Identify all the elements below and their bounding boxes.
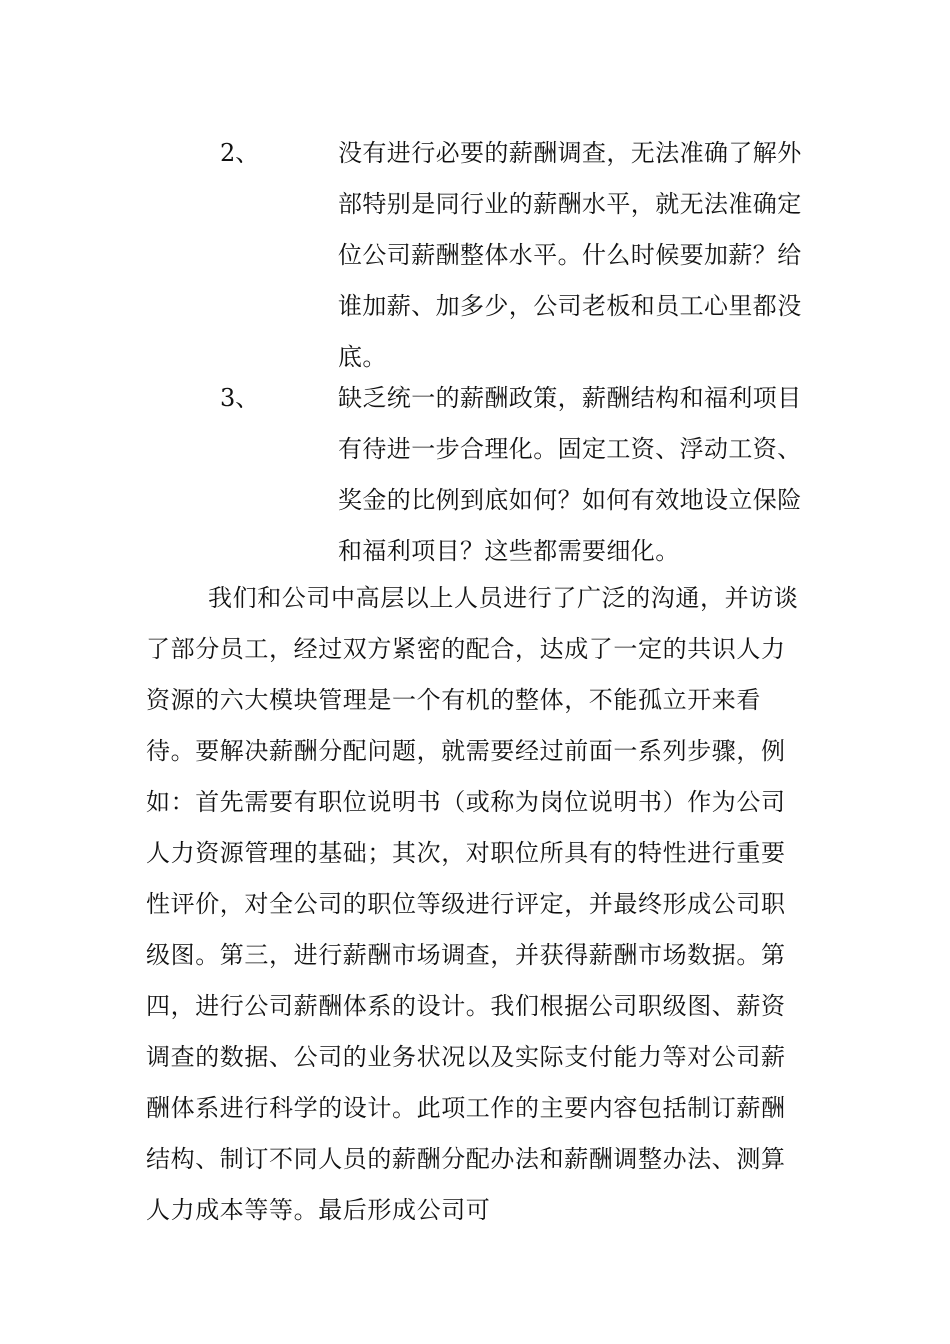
list-item-number: 3、	[220, 384, 260, 412]
list-item-text: 缺乏统一的薪酬政策，薪酬结构和福利项目有待进一步合理化。固定工资、浮动工资、奖金的比例到底如何？如何有效地设立保险和福利项目？这些都需要细化。	[338, 384, 802, 565]
list-item-number: 2、	[220, 139, 260, 167]
body-paragraph: 我们和公司中高层以上人员进行了广泛的沟通，并访谈了部分员工，经过双方紧密的配合，达成了一定的共识人力资源的六大模块管理是一个有机的整体，不能孤立开来看待。要解决薪酬分配问题，就需要经过前面一系列步骤，例如：首先需要有职位说明书（或称为岗位说明书）作为公司人力资源管理的基础；其次，对职位所具有的特性进行重要性评价，对全公司的职位等级进行评定，并最终形成公司职级图。第三，进行薪酬市场调查，并获得薪酬市场数据。第四，进行公司薪酬体系的设计。我们根据公司职级图、薪资调查的数据、公司的业务状况以及实际支付能力等对公司薪酬体系进行科学的设计。此项工作的主要内容包括制订薪酬结构、制订不同人员的薪酬分配办法和薪酬调整办法、测算人力成本等等。最后形成公司可	[146, 584, 799, 1224]
list-item-text: 没有进行必要的薪酬调查，无法准确了解外部特别是同行业的薪酬水平，就无法准确定位公司薪酬整体水平。什么时候要加薪？给谁加薪、加多少，公司老板和员工心里都没底。	[338, 139, 802, 371]
